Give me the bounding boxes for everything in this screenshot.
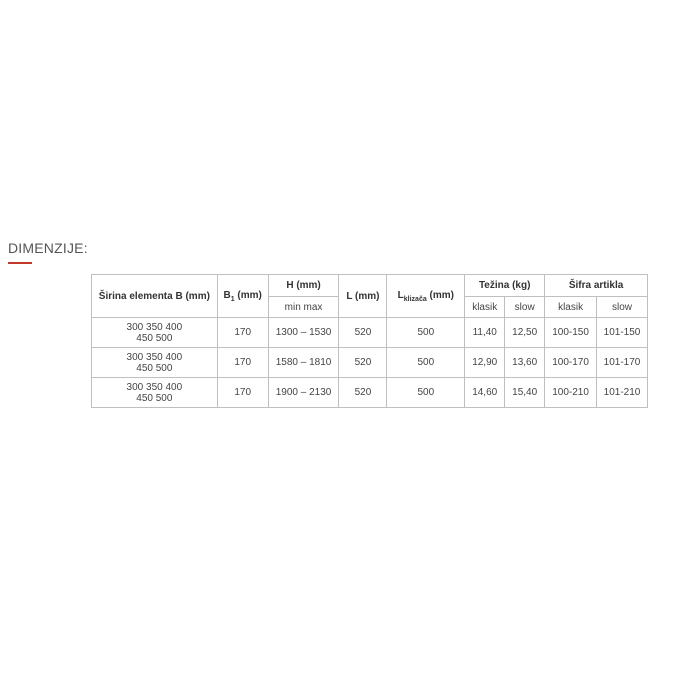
weight-klasik-cell: 11,40: [465, 318, 505, 348]
l-cell: 520: [339, 348, 387, 378]
width-cell: [92, 348, 218, 378]
b1-main: B: [223, 289, 231, 301]
weight-slow-cell: 12,50: [505, 318, 545, 348]
code-slow-subheader: slow: [597, 297, 648, 318]
h-cell: 1580 – 1810: [268, 348, 339, 378]
width-cell: [92, 318, 218, 348]
width-line-2: 450 500: [136, 392, 173, 404]
lk-unit: (mm): [429, 289, 454, 301]
code-klasik-cell: 100-150: [545, 318, 597, 348]
section-title: DIMENZIJE:: [8, 240, 88, 256]
b1-cell: 170: [217, 318, 268, 348]
code-klasik-cell: 100-170: [545, 348, 597, 378]
title-underline: [8, 262, 32, 264]
col-header-h: H (mm): [268, 275, 339, 297]
weight-slow-cell: 13,60: [505, 348, 545, 378]
h-subheader: min max: [268, 297, 339, 318]
l-cell: 520: [339, 378, 387, 408]
code-klasik-subheader: klasik: [545, 297, 597, 318]
col-header-code: Šifra artikla: [545, 275, 648, 297]
lk-cell: 500: [387, 348, 465, 378]
table-row: [92, 348, 648, 378]
width-line-1: 300 350 400: [126, 381, 183, 393]
col-header-lk: [387, 275, 465, 318]
b1-cell: 170: [217, 348, 268, 378]
lk-main: L: [397, 289, 404, 301]
col-header-l: L (mm): [339, 275, 387, 318]
weight-slow-subheader: slow: [505, 297, 545, 318]
code-slow-cell: 101-150: [597, 318, 648, 348]
col-header-b1: [217, 275, 268, 318]
b1-cell: 170: [217, 378, 268, 408]
col-header-width: Širina elementa B (mm): [92, 275, 218, 318]
weight-slow-cell: 15,40: [505, 378, 545, 408]
code-klasik-cell: 100-210: [545, 378, 597, 408]
table-row: [92, 318, 648, 348]
table-row: [92, 378, 648, 408]
code-slow-cell: 101-170: [597, 348, 648, 378]
width-line-2: 450 500: [136, 332, 173, 344]
l-cell: 520: [339, 318, 387, 348]
width-line-1: 300 350 400: [126, 321, 183, 333]
weight-klasik-cell: 14,60: [465, 378, 505, 408]
lk-cell: 500: [387, 378, 465, 408]
col-header-weight: Težina (kg): [465, 275, 545, 297]
dimensions-table: [91, 274, 648, 408]
b1-unit: (mm): [237, 289, 262, 301]
width-cell: [92, 378, 218, 408]
width-line-1: 300 350 400: [126, 351, 183, 363]
weight-klasik-subheader: klasik: [465, 297, 505, 318]
lk-sub: klizača: [403, 295, 427, 303]
lk-cell: 500: [387, 318, 465, 348]
header-row-1: [92, 275, 648, 297]
code-slow-cell: 101-210: [597, 378, 648, 408]
weight-klasik-cell: 12,90: [465, 348, 505, 378]
h-cell: 1900 – 2130: [268, 378, 339, 408]
h-cell: 1300 – 1530: [268, 318, 339, 348]
width-line-2: 450 500: [136, 362, 173, 374]
b1-sub: 1: [230, 295, 235, 303]
